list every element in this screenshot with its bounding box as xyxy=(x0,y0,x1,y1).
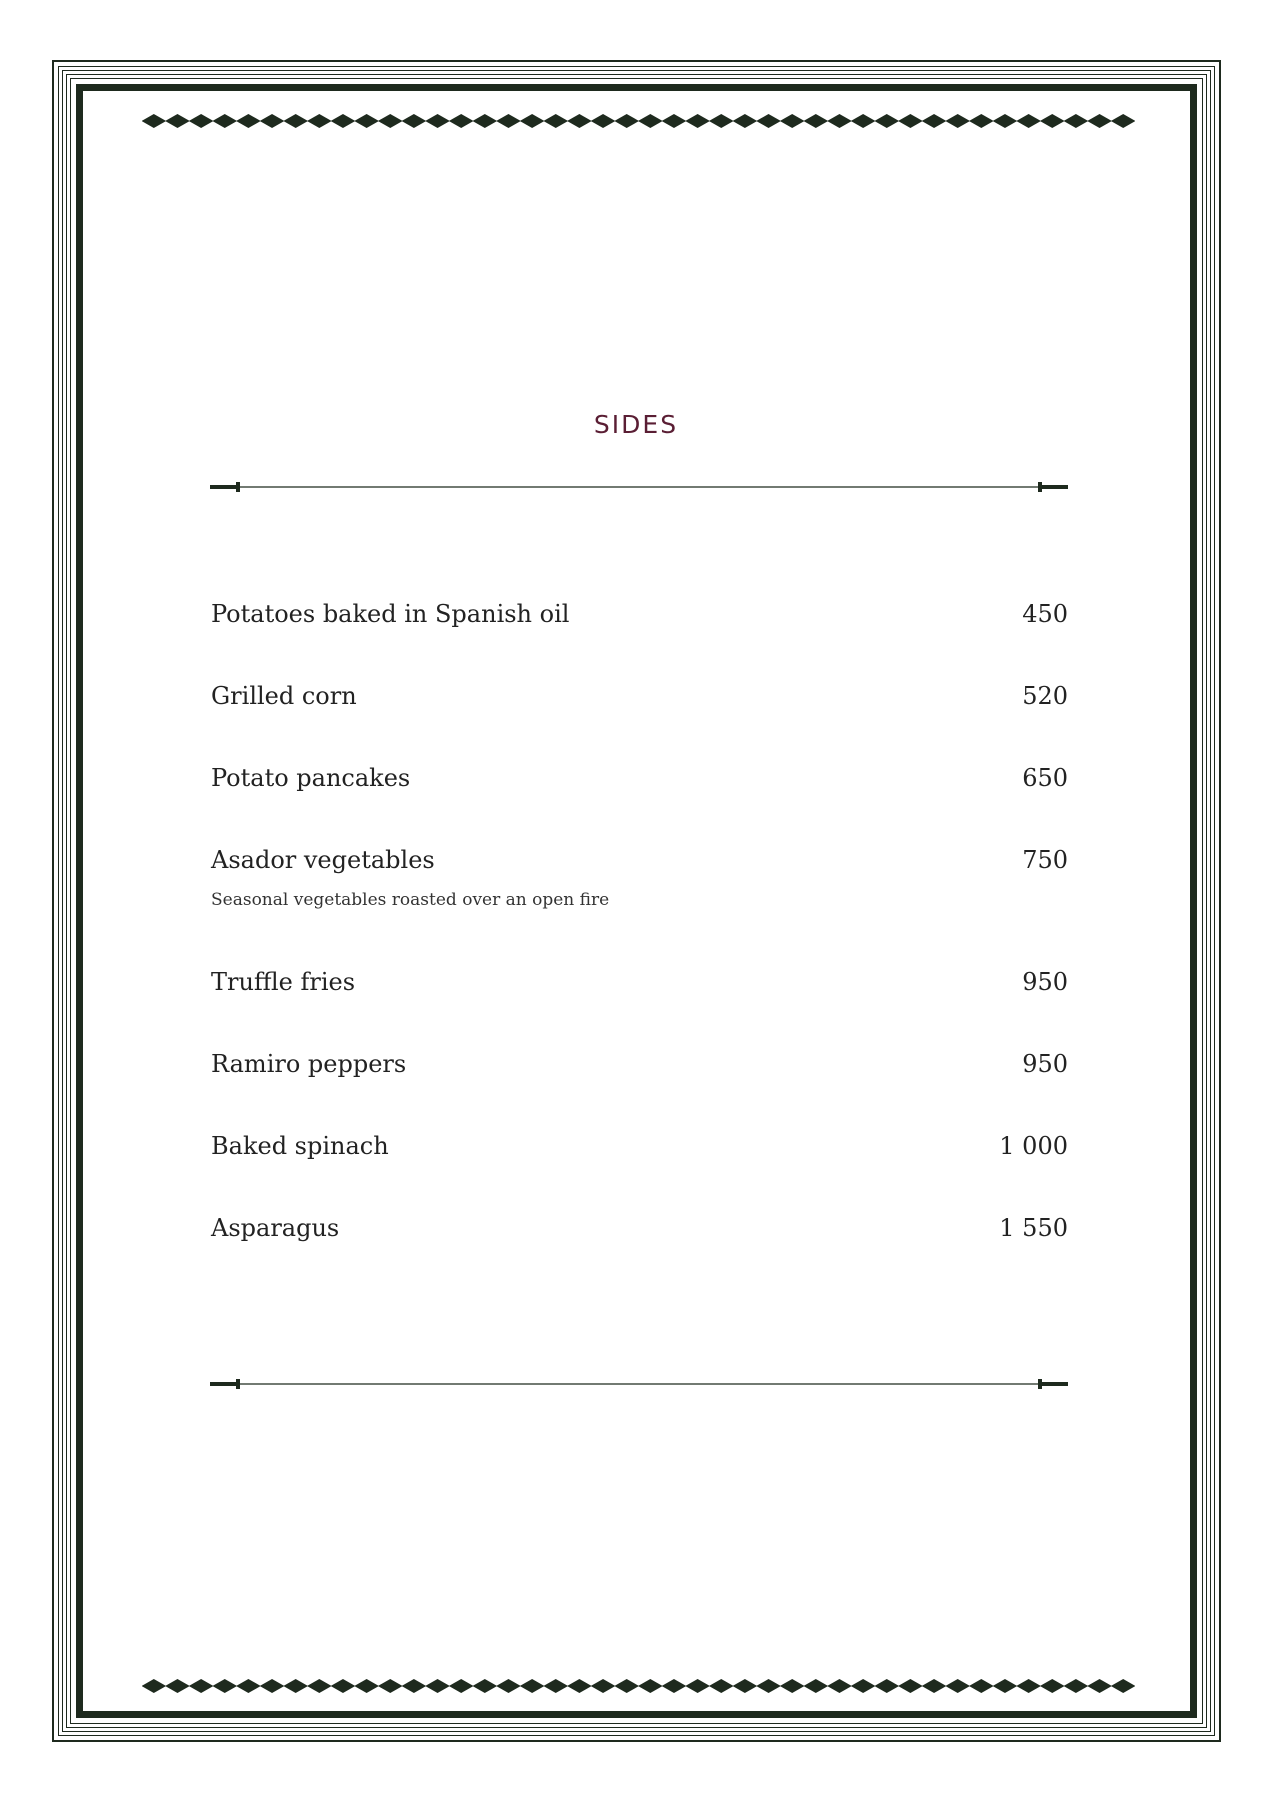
diamond-ornament xyxy=(567,114,592,128)
diamond-ornament xyxy=(543,114,568,128)
item-price: 950 xyxy=(1022,968,1068,996)
diamond-ornament xyxy=(969,114,994,128)
diamond-ornament xyxy=(331,114,356,128)
diamond-ornament xyxy=(685,1679,710,1693)
diamond-ornament xyxy=(189,114,214,128)
diamond-ornament xyxy=(567,1679,592,1693)
item-name: Baked spinach xyxy=(211,1132,389,1160)
item-name: Asparagus xyxy=(211,1214,340,1242)
diamond-ornament xyxy=(898,114,923,128)
diamond-ornament xyxy=(993,114,1018,128)
diamond-ornament xyxy=(614,114,639,128)
diamond-ornament xyxy=(945,114,970,128)
diamond-ornament xyxy=(874,1679,899,1693)
diamond-ornament xyxy=(520,114,545,128)
diamond-ornament xyxy=(969,1679,994,1693)
diamond-ornament xyxy=(898,1679,923,1693)
item-name: Truffle fries xyxy=(211,968,356,996)
diamond-ornament xyxy=(662,1679,687,1693)
item-price: 520 xyxy=(1022,682,1068,710)
diamond-ornament xyxy=(685,114,710,128)
diamond-ornament xyxy=(165,114,190,128)
item-price: 1 550 xyxy=(999,1214,1068,1242)
diamond-ornament xyxy=(1087,1679,1112,1693)
diamond-ornament xyxy=(1111,114,1135,128)
diamond-ornament xyxy=(733,114,758,128)
diamond-ornament xyxy=(733,1679,758,1693)
menu-item xyxy=(211,846,1068,968)
diamond-ornament xyxy=(378,114,403,128)
diamond-ornament xyxy=(1016,114,1041,128)
item-name: Grilled corn xyxy=(211,682,357,710)
diamond-ornament xyxy=(543,1679,568,1693)
menu-item xyxy=(211,600,1068,682)
diamond-ornament xyxy=(425,114,450,128)
diamond-ornament xyxy=(1064,1679,1089,1693)
bottom-divider xyxy=(210,1377,1068,1391)
diamond-ornament xyxy=(638,1679,663,1693)
diamond-ornament xyxy=(496,1679,521,1693)
diamond-ornament xyxy=(425,1679,450,1693)
diamond-ornament xyxy=(851,114,876,128)
diamond-ornament xyxy=(804,114,829,128)
diamond-ornament xyxy=(780,1679,805,1693)
menu-item xyxy=(211,968,1068,1050)
diamond-ornament xyxy=(1040,1679,1065,1693)
diamond-ornament xyxy=(662,114,687,128)
diamond-ornament xyxy=(331,1679,356,1693)
diamond-ornament xyxy=(709,1679,734,1693)
item-name: Asador vegetables xyxy=(211,846,435,874)
item-name: Potato pancakes xyxy=(211,764,411,792)
diamond-ornament xyxy=(1016,1679,1041,1693)
diamond-ornament xyxy=(827,114,852,128)
diamond-ornament xyxy=(496,114,521,128)
diamond-ornament xyxy=(236,1679,261,1693)
diamond-ornament xyxy=(283,114,308,128)
diamond-ornament xyxy=(520,1679,545,1693)
diamond-ornament xyxy=(260,114,285,128)
diamond-ornament xyxy=(591,114,616,128)
diamond-ornament xyxy=(804,1679,829,1693)
item-price: 1 000 xyxy=(999,1132,1068,1160)
diamond-ornament xyxy=(709,114,734,128)
item-price: 650 xyxy=(1022,764,1068,792)
diamond-ornament xyxy=(212,114,237,128)
diamond-ornament xyxy=(378,1679,403,1693)
diamond-ornament xyxy=(874,114,899,128)
diamond-ornament xyxy=(142,1679,166,1693)
diamond-ornament xyxy=(1087,114,1112,128)
diamond-ornament xyxy=(851,1679,876,1693)
menu-list xyxy=(211,600,1068,1296)
menu-item xyxy=(211,764,1068,846)
diamond-ornament xyxy=(993,1679,1018,1693)
diamond-ornament xyxy=(236,114,261,128)
menu-item xyxy=(211,1214,1068,1296)
diamond-ornament xyxy=(945,1679,970,1693)
diamond-ornament xyxy=(614,1679,639,1693)
section-title: SIDES xyxy=(593,410,679,439)
top-divider xyxy=(210,480,1068,494)
diamond-ornament xyxy=(354,114,379,128)
diamond-ornament xyxy=(1040,114,1065,128)
item-price: 950 xyxy=(1022,1050,1068,1078)
diamond-ornament xyxy=(212,1679,237,1693)
diamond-ornament xyxy=(449,114,474,128)
diamond-ornament xyxy=(1111,1679,1135,1693)
diamond-ornament xyxy=(449,1679,474,1693)
diamond-ornament xyxy=(307,1679,332,1693)
diamond-ornament xyxy=(165,1679,190,1693)
diamond-ornament xyxy=(402,1679,427,1693)
item-name: Ramiro peppers xyxy=(211,1050,407,1078)
menu-item xyxy=(211,1050,1068,1132)
diamond-ornament xyxy=(922,1679,947,1693)
diamond-ornament xyxy=(473,1679,498,1693)
diamond-ornament xyxy=(922,114,947,128)
menu-item xyxy=(211,1132,1068,1214)
top-diamond-ornament xyxy=(142,111,1135,131)
diamond-ornament xyxy=(638,114,663,128)
item-price: 450 xyxy=(1022,600,1068,628)
diamond-ornament xyxy=(1064,114,1089,128)
diamond-ornament xyxy=(189,1679,214,1693)
item-description: Seasonal vegetables roasted over an open fire xyxy=(211,890,610,910)
diamond-ornament xyxy=(827,1679,852,1693)
diamond-ornament xyxy=(473,114,498,128)
item-price: 750 xyxy=(1022,846,1068,874)
diamond-ornament xyxy=(780,114,805,128)
diamond-ornament xyxy=(591,1679,616,1693)
diamond-ornament xyxy=(402,114,427,128)
bottom-diamond-ornament xyxy=(142,1676,1135,1696)
diamond-ornament xyxy=(756,1679,781,1693)
diamond-ornament xyxy=(307,114,332,128)
diamond-ornament xyxy=(260,1679,285,1693)
diamond-ornament xyxy=(354,1679,379,1693)
diamond-ornament xyxy=(283,1679,308,1693)
item-name: Potatoes baked in Spanish oil xyxy=(211,600,570,628)
diamond-ornament xyxy=(756,114,781,128)
diamond-ornament xyxy=(142,114,166,128)
menu-item xyxy=(211,682,1068,764)
